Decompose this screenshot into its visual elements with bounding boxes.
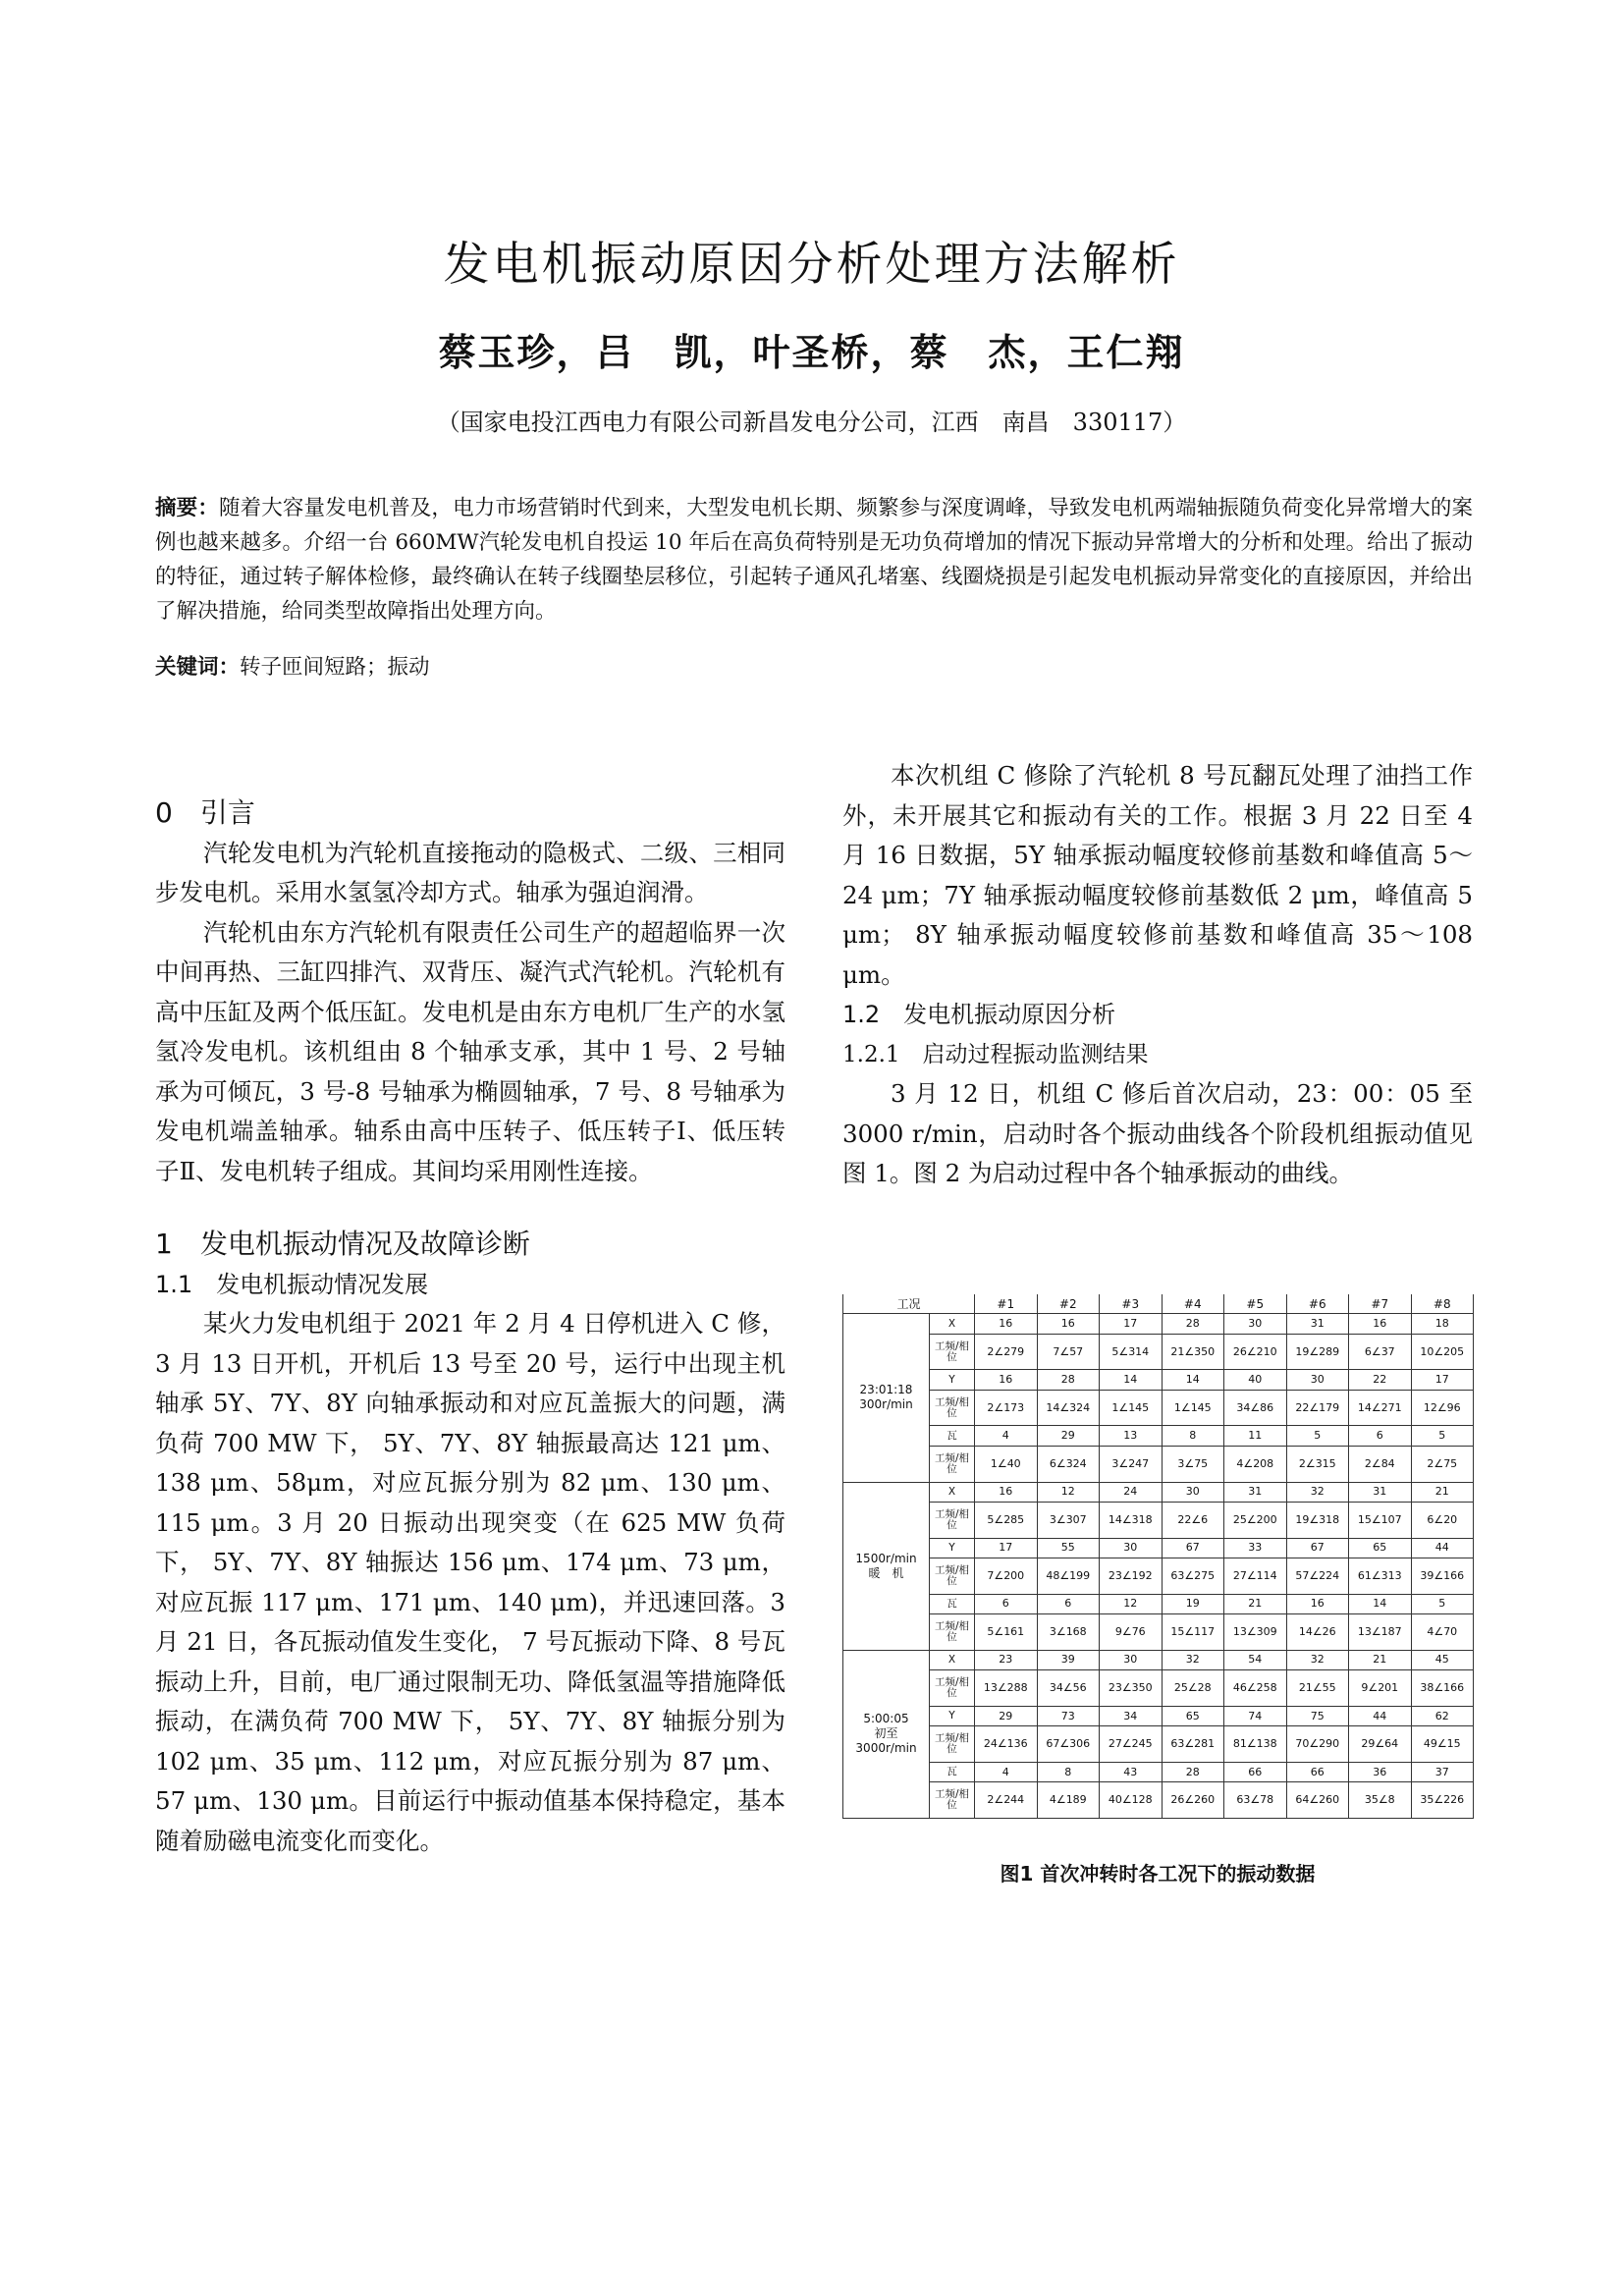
table-cell: 15∠117 — [1162, 1614, 1224, 1650]
table-cell: 19∠289 — [1286, 1334, 1349, 1369]
table-cell: 16 — [1349, 1314, 1412, 1335]
table-cell: 14∠271 — [1349, 1390, 1412, 1425]
table-row — [843, 1670, 1474, 1706]
table-cell: 29 — [1037, 1426, 1100, 1447]
table-cell: 28 — [1037, 1370, 1100, 1391]
table-cell: 26∠210 — [1224, 1334, 1287, 1369]
table-row — [843, 1314, 1474, 1335]
table-row — [843, 1334, 1474, 1369]
table-cell: 5∠314 — [1100, 1334, 1163, 1369]
table-cell: 40∠128 — [1100, 1782, 1163, 1819]
header-bearing: #8 — [1411, 1294, 1474, 1314]
table-cell: 16 — [1037, 1314, 1100, 1335]
table-cell: 16 — [975, 1482, 1038, 1503]
condition-cell: 5:00:05 初至 3000r/min — [843, 1650, 930, 1818]
table-cell: 62 — [1411, 1706, 1474, 1726]
row-label: X — [930, 1314, 975, 1335]
header-condition: 工况 — [843, 1294, 975, 1314]
table-cell: 32 — [1162, 1650, 1224, 1670]
table-cell: 34∠56 — [1037, 1670, 1100, 1706]
header-bearing: #4 — [1162, 1294, 1224, 1314]
table-cell: 25∠200 — [1224, 1503, 1287, 1538]
table-cell: 49∠15 — [1411, 1726, 1474, 1762]
table-cell: 25∠28 — [1162, 1670, 1224, 1706]
keywords-text: 转子匝间短路；振动 — [240, 655, 430, 680]
table-cell: 37 — [1411, 1762, 1474, 1782]
table-cell: 31 — [1224, 1482, 1287, 1503]
table-cell: 30 — [1100, 1538, 1163, 1558]
table-cell: 44 — [1349, 1706, 1412, 1726]
table-cell: 18 — [1411, 1314, 1474, 1335]
row-label: 工频/相位 — [930, 1726, 975, 1762]
table-cell: 7∠200 — [975, 1558, 1038, 1594]
abstract-label: 摘要： — [155, 496, 219, 520]
table-cell: 19 — [1162, 1594, 1224, 1614]
table-cell: 23∠192 — [1100, 1558, 1163, 1594]
table-cell: 22∠6 — [1162, 1503, 1224, 1538]
table-cell: 13∠309 — [1224, 1614, 1287, 1650]
row-label: 瓦 — [930, 1426, 975, 1447]
table-cell: 12 — [1100, 1594, 1163, 1614]
table-cell: 24∠136 — [975, 1726, 1038, 1762]
table-cell: 2∠84 — [1349, 1447, 1412, 1482]
table-cell: 7∠57 — [1037, 1334, 1100, 1369]
table-cell: 63∠78 — [1224, 1782, 1287, 1819]
table-cell: 28 — [1162, 1762, 1224, 1782]
table-cell: 3∠247 — [1100, 1447, 1163, 1482]
table-cell: 5 — [1286, 1426, 1349, 1447]
table-cell: 65 — [1349, 1538, 1412, 1558]
table-cell: 5∠161 — [975, 1614, 1038, 1650]
table-header-row — [843, 1294, 1474, 1314]
table-cell: 63∠275 — [1162, 1558, 1224, 1594]
table-cell: 5 — [1411, 1426, 1474, 1447]
table-row — [843, 1482, 1474, 1503]
table-row — [843, 1447, 1474, 1482]
table-cell: 43 — [1100, 1762, 1163, 1782]
table-cell: 3∠75 — [1162, 1447, 1224, 1482]
table-cell: 13∠187 — [1349, 1614, 1412, 1650]
table-row — [843, 1426, 1474, 1447]
paper-title: 发电机振动原因分析处理方法解析 — [443, 238, 1180, 292]
table-cell: 21 — [1224, 1594, 1287, 1614]
table-cell: 14 — [1100, 1370, 1163, 1391]
table-cell: 33 — [1224, 1538, 1287, 1558]
table-cell: 29 — [975, 1706, 1038, 1726]
table-cell: 6∠20 — [1411, 1503, 1474, 1538]
table-row — [843, 1726, 1474, 1762]
table-cell: 8 — [1037, 1762, 1100, 1782]
table-cell: 27∠114 — [1224, 1558, 1287, 1594]
row-label: 工频/相位 — [930, 1390, 975, 1425]
table-cell: 1∠145 — [1162, 1390, 1224, 1425]
table-cell: 67 — [1286, 1538, 1349, 1558]
table-cell: 6∠324 — [1037, 1447, 1100, 1482]
section-1-2-heading: 1.2 发电机振动原因分析 — [842, 1001, 1116, 1028]
table-cell: 13∠288 — [975, 1670, 1038, 1706]
header-bearing: #1 — [975, 1294, 1038, 1314]
table-cell: 2∠75 — [1411, 1447, 1474, 1482]
table-cell: 1∠145 — [1100, 1390, 1163, 1425]
table-cell: 6 — [1349, 1426, 1412, 1447]
table-cell: 63∠281 — [1162, 1726, 1224, 1762]
keywords — [155, 650, 1473, 681]
table-cell: 14∠318 — [1100, 1503, 1163, 1538]
table-cell: 48∠199 — [1037, 1558, 1100, 1594]
table-cell: 17 — [1411, 1370, 1474, 1391]
table-cell: 26∠260 — [1162, 1782, 1224, 1819]
authors: 蔡玉珍，吕 凯，叶圣桥，蔡 杰，王仁翔 — [438, 330, 1185, 374]
table-cell: 16 — [975, 1314, 1038, 1335]
table-cell: 29∠64 — [1349, 1726, 1412, 1762]
table-row — [843, 1390, 1474, 1425]
paragraph: 3 月 12 日，机组 C 修后首次启动，23：00：05 至 3000 r/min，启动时各个振动曲线各个阶段机组振动值见图 1。图 2 为启动过程中各个轴承振动的曲线。 — [842, 1079, 1473, 1187]
table-cell: 70∠290 — [1286, 1726, 1349, 1762]
table-cell: 23∠350 — [1100, 1670, 1163, 1706]
row-label: Y — [930, 1370, 975, 1391]
table-cell: 21 — [1411, 1482, 1474, 1503]
table-row — [843, 1782, 1474, 1819]
row-label: 工频/相位 — [930, 1782, 975, 1819]
table-cell: 15∠107 — [1349, 1503, 1412, 1538]
table-cell: 27∠245 — [1100, 1726, 1163, 1762]
table-row — [843, 1650, 1474, 1670]
table-cell: 9∠76 — [1100, 1614, 1163, 1650]
section-0-heading: 0 引言 — [155, 796, 255, 829]
table-cell: 4 — [975, 1762, 1038, 1782]
row-label: X — [930, 1482, 975, 1503]
table-cell: 12∠96 — [1411, 1390, 1474, 1425]
table-cell: 39 — [1037, 1650, 1100, 1670]
table-cell: 4 — [975, 1426, 1038, 1447]
table-cell: 1∠40 — [975, 1447, 1038, 1482]
table-row — [843, 1762, 1474, 1782]
table-cell: 4∠189 — [1037, 1782, 1100, 1819]
table-cell: 12 — [1037, 1482, 1100, 1503]
table-row — [843, 1706, 1474, 1726]
row-label: 工频/相位 — [930, 1670, 975, 1706]
table-cell: 24 — [1100, 1482, 1163, 1503]
table-cell: 65 — [1162, 1706, 1224, 1726]
table-cell: 40 — [1224, 1370, 1287, 1391]
table-cell: 17 — [975, 1538, 1038, 1558]
table-cell: 54 — [1224, 1650, 1287, 1670]
table-cell: 34∠86 — [1224, 1390, 1287, 1425]
table-cell: 4∠70 — [1411, 1614, 1474, 1650]
row-label: Y — [930, 1538, 975, 1558]
section-1-2-1-heading: 1.2.1 启动过程振动监测结果 — [842, 1041, 1149, 1067]
table-cell: 32 — [1286, 1650, 1349, 1670]
table-cell: 39∠166 — [1411, 1558, 1474, 1594]
table-cell: 5∠285 — [975, 1503, 1038, 1538]
table-cell: 38∠166 — [1411, 1670, 1474, 1706]
table-cell: 13 — [1100, 1426, 1163, 1447]
table-cell: 55 — [1037, 1538, 1100, 1558]
table-cell: 14∠324 — [1037, 1390, 1100, 1425]
table-cell: 8 — [1162, 1426, 1224, 1447]
row-label: 瓦 — [930, 1762, 975, 1782]
table-cell: 6∠37 — [1349, 1334, 1412, 1369]
table-cell: 46∠258 — [1224, 1670, 1287, 1706]
affiliation: （国家电投江西电力有限公司新昌发电分公司，江西 南昌 330117） — [436, 409, 1187, 436]
section-1-1-heading: 1.1 发电机振动情况发展 — [155, 1270, 429, 1298]
table-cell: 14 — [1349, 1594, 1412, 1614]
table-cell: 32 — [1286, 1482, 1349, 1503]
paragraph: 某火力发电机组于 2021 年 2 月 4 日停机进入 C 修，3 月 13 日开机，开机后 13 号至 20 号，运行中出现主机轴承 5Y、7Y、8Y 向轴承振动和对应瓦盖振大的问题，满负荷 700 MW 下， 5Y、7Y、8Y 轴振最高达 121 μm、138 μm、58μm，对应瓦振分别为 82 μm、130 μm、115 μm。3 月 20 日振动出现突变（在 625 MW 负荷下， 5Y、7Y、8Y 轴振达 156 μm、174 μm、73 μm，对应瓦振 117 μm、171 μm、140 μm)，并迅速回落。3 月 21 日，各瓦振动值发生变化， 7 号瓦振动下降、8 号瓦振动上升，目前，电厂通过限制无功、降低氢温等措施降低振动，在满负荷 700 MW 下， 5Y、7Y、8Y 轴振分别为 102 μm、35 μm、112 μm，对应瓦振分别为 87 μm、57 μm、130 μm。目前运行中振动值基本保持稳定，基本随着励磁电流变化而变化。 — [155, 1309, 785, 1855]
table-row — [843, 1614, 1474, 1650]
table-cell: 45 — [1411, 1650, 1474, 1670]
table-cell: 31 — [1349, 1482, 1412, 1503]
table-cell: 74 — [1224, 1706, 1287, 1726]
table-cell: 34 — [1100, 1706, 1163, 1726]
table-cell: 31 — [1286, 1314, 1349, 1335]
table-cell: 22 — [1349, 1370, 1412, 1391]
table-cell: 9∠201 — [1349, 1670, 1412, 1706]
table-cell: 44 — [1411, 1538, 1474, 1558]
right-column — [842, 756, 1473, 1194]
table-cell: 19∠318 — [1286, 1503, 1349, 1538]
row-label: 瓦 — [930, 1594, 975, 1614]
table-cell: 14 — [1162, 1370, 1224, 1391]
table-cell: 3∠168 — [1037, 1614, 1100, 1650]
table-cell: 6 — [1037, 1594, 1100, 1614]
table-cell: 22∠179 — [1286, 1390, 1349, 1425]
table-cell: 30 — [1286, 1370, 1349, 1391]
table-cell: 5 — [1411, 1594, 1474, 1614]
paragraph: 汽轮发电机为汽轮机直接拖动的隐极式、二级、三相同步发电机。采用水氢氢冷却方式。轴承为强迫润滑。 — [155, 838, 785, 906]
table-row — [843, 1503, 1474, 1538]
row-label: 工频/相位 — [930, 1614, 975, 1650]
left-column — [155, 793, 785, 1861]
condition-cell: 23:01:18 300r/min — [843, 1314, 930, 1482]
table-cell: 2∠173 — [975, 1390, 1038, 1425]
table-cell: 14∠26 — [1286, 1614, 1349, 1650]
table-cell: 73 — [1037, 1706, 1100, 1726]
table-cell: 2∠244 — [975, 1782, 1038, 1819]
table-cell: 30 — [1224, 1314, 1287, 1335]
table-cell: 35∠8 — [1349, 1782, 1412, 1819]
header-bearing: #7 — [1349, 1294, 1412, 1314]
paragraph: 汽轮机由东方汽轮机有限责任公司生产的超超临界一次中间再热、三缸四排汽、双背压、凝汽式汽轮机。汽轮机有高中压缸及两个低压缸。发电机是由东方电机厂生产的水氢氢冷发电机。该机组由 8 个轴承支承，其中 1 号、2 号轴承为可倾瓦，3 号-8 号轴承为椭圆轴承，7 号、8 号轴承为发电机端盖轴承。轴系由高中压转子、低压转子Ⅰ、低压转子Ⅱ、发电机转子组成。其间均采用刚性连接。 — [155, 917, 785, 1185]
table-cell: 4∠208 — [1224, 1447, 1287, 1482]
table-cell: 17 — [1100, 1314, 1163, 1335]
table-row — [843, 1594, 1474, 1614]
table-cell: 30 — [1100, 1650, 1163, 1670]
header-bearing: #5 — [1224, 1294, 1287, 1314]
paragraph: 本次机组 C 修除了汽轮机 8 号瓦翻瓦处理了油挡工作外，未开展其它和振动有关的工作。根据 3 月 22 日至 4 月 16 日数据，5Y 轴承振动幅度较修前基数和峰值高 5～24 μm；7Y 轴承振动幅度较修前基数低 2 μm，峰值高 5 μm； 8Y 轴承振动幅度较修前基数和峰值高 35～108 μm。 — [842, 761, 1473, 989]
header-bearing: #6 — [1286, 1294, 1349, 1314]
abstract — [155, 491, 1473, 629]
row-label: Y — [930, 1706, 975, 1726]
table-cell: 57∠224 — [1286, 1558, 1349, 1594]
vibration-data-table — [842, 1294, 1474, 1819]
table-cell: 21 — [1349, 1650, 1412, 1670]
table-row — [843, 1538, 1474, 1558]
table-cell: 11 — [1224, 1426, 1287, 1447]
table-cell: 75 — [1286, 1706, 1349, 1726]
table-row — [843, 1558, 1474, 1594]
header-bearing: #2 — [1037, 1294, 1100, 1314]
row-label: 工频/相位 — [930, 1558, 975, 1594]
table-cell: 66 — [1286, 1762, 1349, 1782]
table-cell: 35∠226 — [1411, 1782, 1474, 1819]
table-cell: 23 — [975, 1650, 1038, 1670]
table-cell: 2∠279 — [975, 1334, 1038, 1369]
table-cell: 3∠307 — [1037, 1503, 1100, 1538]
section-1-heading: 1 发电机振动情况及故障诊断 — [155, 1228, 530, 1260]
table-cell: 2∠315 — [1286, 1447, 1349, 1482]
row-label: 工频/相位 — [930, 1334, 975, 1369]
row-label: 工频/相位 — [930, 1447, 975, 1482]
table-cell: 21∠350 — [1162, 1334, 1224, 1369]
table-cell: 81∠138 — [1224, 1726, 1287, 1762]
table-cell: 10∠205 — [1411, 1334, 1474, 1369]
row-label: 工频/相位 — [930, 1503, 975, 1538]
table-cell: 30 — [1162, 1482, 1224, 1503]
table-cell: 67∠306 — [1037, 1726, 1100, 1762]
row-label: X — [930, 1650, 975, 1670]
table-row — [843, 1370, 1474, 1391]
figure-1-caption: 图1 首次冲转时各工况下的振动数据 — [1000, 1862, 1316, 1886]
table-cell: 36 — [1349, 1762, 1412, 1782]
table-cell: 16 — [1286, 1594, 1349, 1614]
condition-cell: 1500r/min 暖 机 — [843, 1482, 930, 1650]
table-cell: 66 — [1224, 1762, 1287, 1782]
table-cell: 6 — [975, 1594, 1038, 1614]
table-cell: 16 — [975, 1370, 1038, 1391]
table-cell: 61∠313 — [1349, 1558, 1412, 1594]
table-cell: 67 — [1162, 1538, 1224, 1558]
table-cell: 64∠260 — [1286, 1782, 1349, 1819]
table-cell: 21∠55 — [1286, 1670, 1349, 1706]
abstract-text: 随着大容量发电机普及，电力市场营销时代到来，大型发电机长期、频繁参与深度调峰，导致发电机两端轴振随负荷变化异常增大的案例也越来越多。介绍一台 660MW汽轮发电机自投运 10 年后在高负荷特别是无功负荷增加的情况下振动异常增大的分析和处理。给出了振动的特征，通过转子解体检修，最终确认在转子线圈垫层移位，引起转子通风孔堵塞、线圈烧损是引起发电机振动异常变化的直接原因，并给出了解决措施，给同类型故障指出处理方向。 — [155, 496, 1473, 624]
header-bearing: #3 — [1100, 1294, 1163, 1314]
keywords-label: 关键词： — [155, 655, 241, 680]
table-cell: 28 — [1162, 1314, 1224, 1335]
